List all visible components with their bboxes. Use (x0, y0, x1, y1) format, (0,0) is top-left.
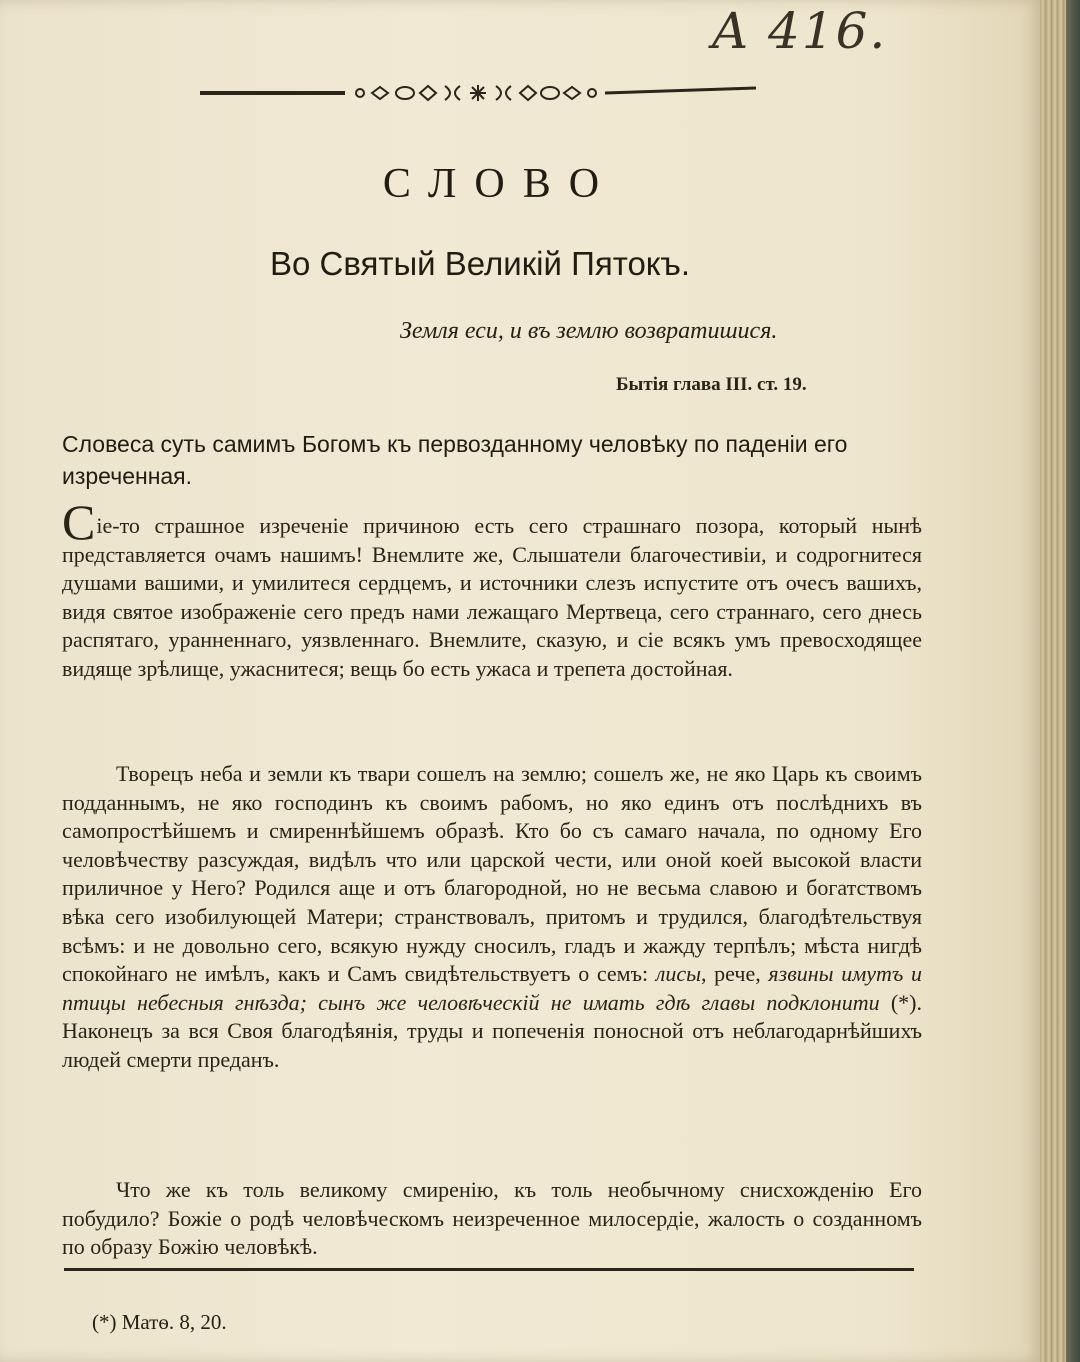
paragraph-3-text: Что же къ толь великому смиренію, къ толь необычному снисхожденію Его побудило? Божіе о родѣ человѣческомъ неизреченное милосердіе, жалость о созданномъ по образу Божію человѣкѣ. (62, 1177, 922, 1260)
drop-cap: С (62, 494, 96, 550)
book-cover-edge (1066, 0, 1080, 1362)
paragraph-2 (62, 760, 922, 1075)
page-title: СЛОВО (382, 161, 618, 207)
paragraph-2-text-b: , рече, (701, 961, 761, 987)
paragraph-1 (62, 494, 922, 684)
decorative-ornament (200, 78, 756, 108)
quote-foxes: лисы (655, 961, 702, 987)
handwritten-inscription: A 416. (712, 2, 888, 60)
epigraph: Земля еси, и въ землю возвратишися. (400, 318, 778, 344)
footnote: (*) Матѳ. 8, 20. (92, 1310, 227, 1334)
paragraph-2-text-c: (*). Наконецъ за вся Своя благодѣянія, труды и попеченія поносной отъ неблагодарнѣйшихъ людей смерти преданъ. (62, 989, 922, 1072)
footnote-divider (64, 1268, 914, 1271)
quote-scripture: язвины имутъ и птицы небесныя гнѣзда; сынъ же человѣческій не имать гдѣ главы подклонити (62, 961, 923, 1015)
paragraph-3 (62, 1176, 922, 1262)
paragraph-2-text-a: Творецъ неба и земли къ твари сошелъ на землю; сошелъ же, не яко Царь къ своимъ подданнымъ, не яко господинъ къ своимъ рабомъ, но яко единъ отъ послѣднихъ въ самопростѣйшемъ и смиреннѣйшемъ образѣ. Кто бо съ самаго начала, по одному Его человѣчеству разсуждая, видѣлъ что или царской чести, или оной коей высокой власти приличное у Него? Родился аще и отъ благородной, но не весьма славою и богатствомъ вѣка сего изобилующей Матери; странствовалъ, притомъ и трудился, благодѣтельствуя всѣмъ: и не довольно сего, всякую нужду сносилъ, гладъ и жажду терпѣлъ; мѣста нигдѣ спокойнаго не имѣлъ, какъ и Самъ свидѣтельствуетъ о семъ: (62, 761, 922, 987)
scripture-reference: Бытія глава III. ст. 19. (616, 374, 807, 395)
paragraph-1-text: іе-то страшное изреченіе причиною есть сего страшнаго позора, который нынѣ представляется очамъ нашимъ! Внемлите же, Слышатели благочестивіи, и содрогнитеся душами вашими, и умилитеся сердцемъ, и источники слезъ испустите отъ очесъ вашихъ, видя святое изображеніе сего предъ нами лежащаго Мертвеца, сего страннаго, сего днесь распятаго, уранненнаго, уязвленнаго. Внемлите, сказую, и сіе всякъ умъ превосходящее видяще зрѣлище, ужаснитеся; вещь бо есть ужаса и трепета достойная. (62, 513, 922, 681)
sermon-heading: Словеса суть самимъ Богомъ къ первозданному человѣку по паденіи его изреченная. (62, 431, 848, 489)
page-subtitle: Во Святый Великій Пятокъ. (269, 245, 691, 282)
